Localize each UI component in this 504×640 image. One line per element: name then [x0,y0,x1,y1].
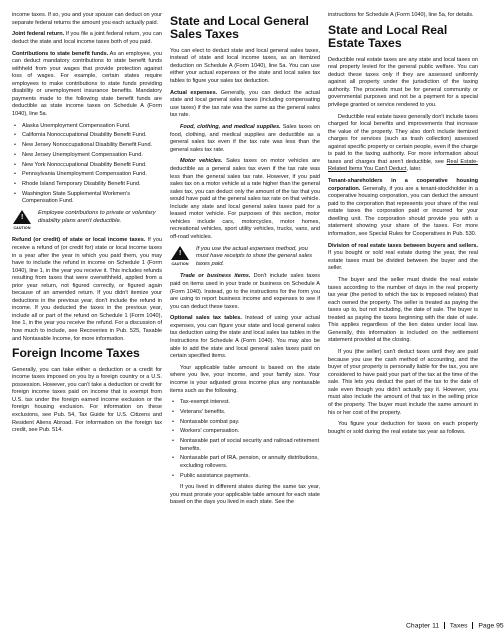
list-item: • Workers' compensation. [170,428,320,436]
caution-text: Employee contributions to private or voluntary disability plans aren't deductible. [38,209,156,224]
paragraph: Contributions to state benefit funds. As an employee, you can deduct mandatory contributions to state benefit funds withheld from your wages that provide protection against loss of wages. For example, certain states require employees to make contributions to state funds providing disability or unemployment insurance benefits. Mandatory payments made to the following state benefit funds are deductible as state income taxes on Schedule A (Form 1040), line 5a. [12,50,162,117]
paragraph: Trade or business items. Don't include sales taxes paid on items used in your trade or business on Schedule A (Form 1040). Instead, go to the instructions for the form you are using to report business income and expenses to see if you can deduct these taxes. [170,273,320,310]
section-heading-real-estate-taxes: State and Local Real Estate Taxes [328,22,448,51]
column-1 [12,12,162,439]
paragraph: instructions for Schedule A (Form 1040), line 5a, for details. [328,12,474,18]
list-item: • Nontaxable part of social security and railroad retirement benefits. [170,438,320,453]
paragraph: Tenant-shareholders in a cooperative housing corporation. Generally, if you are a tenant-stockholder in a cooperative housing corporation, you can deduct the amount paid to the corporation that represents your share of the real estate taxes the corporation paid or incurred for your dwelling unit. The corporation should provide you with a statement showing your share of the taxes. For more information, see Special Rules for Cooperatives in Pub. 530. [328,178,478,237]
run-in-heading: Tenant-shareholders in a cooperative housing corporation. [328,178,478,192]
column-3 [328,12,478,441]
paragraph: Actual expenses. Generally, you can deduct the actual state and local general sales taxes (including compensating use taxes) if the tax rate was the same as the general sales tax rate. [170,89,320,119]
list-item: • California Nonoccupational Disability Benefit Fund. [12,132,162,140]
run-in-heading: Refund (or credit) of state or local income taxes. [12,237,146,244]
section-heading-general-sales-taxes: State and Local General Sales Taxes [170,14,309,42]
nontaxable-items-list [170,399,320,480]
paragraph: Generally, you can take either a deduction or a credit for income taxes imposed on you by a foreign country or a U.S. possession. However, you can't take a deduction or credit for foreign income taxes paid on income that is exempt from U.S. tax under the foreign earned income exclusion or the foreign housing exclusion. For information on these exclusions, see Pub. 54, Tax Guide for U.S. Citizens and Resident Aliens Abroad. For information on the foreign tax credit, see Pub. 514. [12,366,162,434]
paragraph: income taxes. If so, you and your spouse can deduct on your separate federal returns the amount you each actually paid. [12,12,162,26]
paragraph: You can elect to deduct state and local general sales taxes, instead of state and local income taxes, as an itemized deduction on Schedule A (Form 1040), line 5a. You can use either your actual expenses or the state and local sales tax tables to figure your sales tax deduction. [170,47,320,84]
paragraph: If you (the seller) can't deduct taxes until they are paid because you use the cash method of accounting, and the buyer of your property is personally liable for the tax, you are considered to have paid your part of the tax at the time of the sale. This lets you deduct the part of the tax to the date of sale even though you didn't actually pay it. However, you must also include the amount of that tax in the selling price of the property. The buyer must include the same amount in his or her cost of the property. [328,349,478,416]
paragraph: Refund (or credit) of state or local income taxes. If you receive a refund of (or credit for) state or local income taxes in a year after the year in which you paid them, you may have to include the refund in income on Schedule 1 (Form 1040), line 1, in the year you receive it. This includes refunds resulting from taxes that were overwithheld, applied from a prior year return, not figured correctly, or figured again because of an amended return. If you didn't itemize your deductions in the previous year, don't include the refund in income. If you deducted the taxes in the previous year, include all or part of the refund on Schedule 1 (Form 1040), line 1, in the year you receive the refund. For a discussion of how much to include, see Recoveries in Pub. 525, Taxable and Nontaxable Income, for more information. [12,237,163,342]
real-estate-items-link[interactable]: Real Estate-Related Items You Can't Deduct [328,158,478,173]
chapter-label: Chapter 11 [406,622,440,630]
paragraph: Your applicable table amount is based on the state where you live, your income, and your family size. Your income is your adjusted gross income plus any nontaxable items such as the following. [170,364,320,394]
caution-icon: ! CAUTION [12,210,32,233]
caution-note [12,210,162,233]
run-in-heading: Food, clothing, and medical supplies. [180,124,281,131]
run-in-heading: Motor vehicles. [180,158,223,165]
run-in-heading: Division of real estate taxes between buyers and sellers. [328,242,478,249]
paragraph: Motor vehicles. Sales taxes on motor vehicles are deductible as a general sales tax even if the tax rate was less than the general sales tax rate. However, if you paid sales tax on a motor vehicle at a rate higher than the general sales tax, you can deduct only the amount of the tax that you would have paid at the general sales tax rate on that vehicle. Include any state and local general sales taxes paid for a leased motor vehicle. For purposes of this section, motor vehicles include cars, motorcycles, motor homes, recreational vehicles, sport utility vehicles, trucks, vans, and off-road vehicles. [170,158,320,240]
list-item: • New Jersey Unemployment Compensation Fund. [12,152,162,160]
paragraph: Joint federal return. If you file a joint federal return, you can deduct the state and local income taxes both of you paid. [12,31,162,45]
section-heading-foreign-income-taxes: Foreign Income Taxes [12,346,140,361]
column-2 [170,12,320,511]
list-item: • Nontaxable part of IRA, pension, or annuity distributions, excluding rollovers. [170,455,320,470]
paragraph: Deductible real estate taxes generally don't include taxes charged for local benefits and improvements that increase the value of the property. They also don't include itemized charges for services (such as trash collection) assessed against specific property or certain people, even if the charge is paid to the taxing authority. For more information about taxes and charges that aren't deductible, see Real Estate-Related Items You Can't Deduct, later. [328,113,478,173]
footer-separator [444,622,445,629]
list-item: • Public assistance payments. [170,473,320,481]
list-item: • Pennsylvania Unemployment Compensation Fund. [12,171,162,179]
list-item: • Washington State Supplemental Workmen's Compensation Fund. [12,191,162,206]
paragraph: Optional sales tax tables. Instead of using your actual expenses, you can figure your state and local general sales tax deduction using the state and local sales tax tables in the Instructions for Schedule A (Form 1040). You may also be able to add the state and local general sales taxes paid on certain specified items. [170,315,320,360]
paragraph: The buyer and the seller must divide the real estate taxes according to the number of days in the real property tax year (the period to which the tax is imposed relates) that each owned the property. The seller is treated as paying the taxes up to, but not including, the date of sale. The buyer is treated as paying the taxes beginning with the date of sale. This applies regardless of the lien dates under local law. Generally, this information is included on the settlement statement provided at the closing. [328,277,478,344]
paragraph: Deductible real estate taxes are any state and local taxes on real property levied for the general public welfare. You can deduct these taxes only if they are assessed uniformly against all property under the jurisdiction of the taxing authority. The proceeds must be for general community or governmental purposes and not be a payment for a special privilege granted or service rendered to you. [328,56,478,108]
page-footer [406,622,504,629]
caution-note [170,246,320,269]
list-item: • New Jersey Nonoccupational Disability Benefit Fund. [12,142,162,150]
list-item: • Tax-exempt interest. [170,399,320,407]
list-item: • Rhode Island Temporary Disability Benefit Fund. [12,181,162,189]
caution-icon: ! CAUTION [170,246,190,269]
run-in-heading: Contributions to state benefit funds. [12,50,109,57]
paragraph: Food, clothing, and medical supplies. Sales taxes on food, clothing, and medical supplies are deductible as a general sales tax even if the tax rate was less than the general sales tax rate. [170,124,320,153]
paragraph: Division of real estate taxes between buyers and sellers. If you bought or sold real estate during the year, the real estate taxes must be divided between the buyer and the seller. [328,242,478,272]
section-label: Taxes [449,622,468,630]
page-number: Page 95 [478,622,504,630]
paragraph: If you lived in different states during the same tax year, you must prorate your applicable table amount for each state based on the days you lived in each state. See the [170,484,320,506]
footer-separator [472,622,473,629]
list-item: • Nontaxable combat pay. [170,419,320,427]
list-item: • Veterans' benefits. [170,409,320,417]
state-benefit-funds-list [12,123,162,206]
run-in-heading: Optional sales tax tables. [170,315,242,322]
caution-text: If you use the actual expenses method, you must have receipts to show the general sales taxes paid. [196,245,313,267]
list-item: • New York Nonoccupational Disability Benefit Fund. [12,162,162,170]
run-in-heading: Joint federal return. [12,31,65,38]
paragraph: You figure your deduction for taxes on each property bought or sold during the real estate tax year as follows. [328,421,478,435]
run-in-heading: Trade or business items. [180,273,251,280]
run-in-heading: Actual expenses. [170,89,218,96]
list-item: • Alaska Unemployment Compensation Fund. [12,123,162,131]
